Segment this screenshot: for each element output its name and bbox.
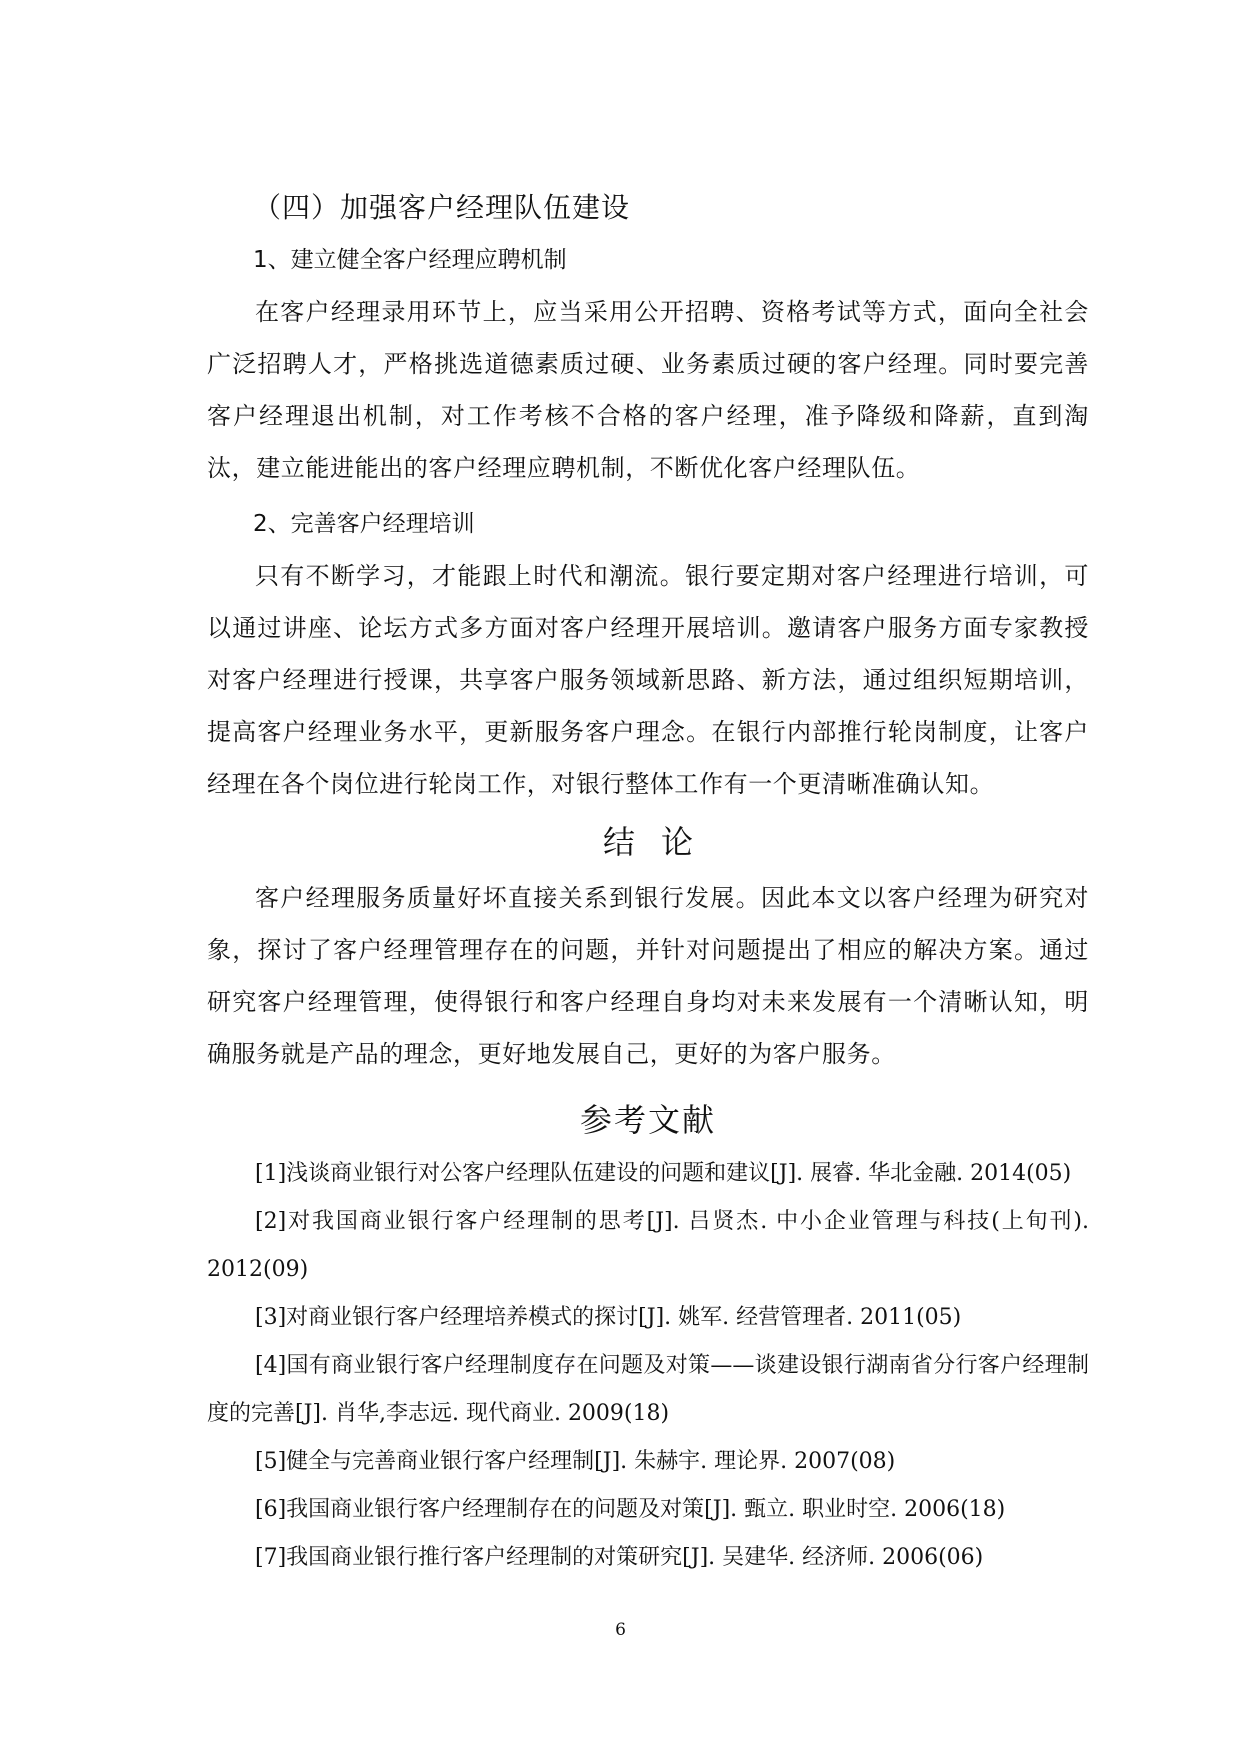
- reference-item: [1]浅谈商业银行对公客户经理队伍建设的问题和建议[J]. 展睿. 华北金融. 2014(05): [255, 1161, 1072, 1186]
- page-number: 6: [615, 1620, 626, 1640]
- reference-item: [5]健全与完善商业银行客户经理制[J]. 朱赫宇. 理论界. 2007(08): [255, 1449, 896, 1474]
- subsection-heading-2: 2、完善客户经理培训: [253, 511, 475, 537]
- reference-list: [207, 1150, 1089, 1582]
- reference-item: [3]对商业银行客户经理培养模式的探讨[J]. 姚军. 经营管理者. 2011(05): [255, 1305, 962, 1330]
- conclusion-heading: 结论: [602, 823, 719, 861]
- reference-item: [7]我国商业银行推行客户经理制的对策研究[J]. 吴建华. 经济师. 2006(06): [255, 1545, 984, 1570]
- subsection-paragraph-1: 在客户经理录用环节上，应当采用公开招聘、资格考试等方式，面向全社会广泛招聘人才，严格挑选道德素质过硬、业务素质过硬的客户经理。同时要完善客户经理退出机制，对工作考核不合格的客户经理，准予降级和降薪，直到淘汰，建立能进能出的客户经理应聘机制，不断优化客户经理队伍。: [207, 298, 1089, 482]
- section-heading: （四）加强客户经理队伍建设: [253, 191, 631, 224]
- reference-item: [6]我国商业银行客户经理制存在的问题及对策[J]. 甄立. 职业时空. 2006(18): [255, 1497, 1006, 1522]
- reference-item: [4]国有商业银行客户经理制度存在问题及对策——谈建设银行湖南省分行客户经理制度的完善[J]. 肖华,李志远. 现代商业. 2009(18): [207, 1353, 1089, 1426]
- page-content: [207, 188, 1089, 1582]
- reference-item: [2]对我国商业银行客户经理制的思考[J]. 吕贤杰. 中小企业管理与科技(上旬刊). 2012(09): [207, 1209, 1089, 1282]
- conclusion-paragraph: 客户经理服务质量好坏直接关系到银行发展。因此本文以客户经理为研究对象，探讨了客户经理管理存在的问题，并针对问题提出了相应的解决方案。通过研究客户经理管理，使得银行和客户经理自身均对未来发展有一个清晰认知，明确服务就是产品的理念，更好地发展自己，更好的为客户服务。: [207, 884, 1089, 1068]
- subsection-heading-1: 1、建立健全客户经理应聘机制: [253, 247, 567, 273]
- subsection-paragraph-2: 只有不断学习，才能跟上时代和潮流。银行要定期对客户经理进行培训，可以通过讲座、论坛方式多方面对客户经理开展培训。邀请客户服务方面专家教授对客户经理进行授课，共享客户服务领域新思路、新方法，通过组织短期培训，提高客户经理业务水平，更新服务客户理念。在银行内部推行轮岗制度，让客户经理在各个岗位进行轮岗工作，对银行整体工作有一个更清晰准确认知。: [207, 562, 1089, 798]
- references-heading: 参考文献: [579, 1101, 716, 1139]
